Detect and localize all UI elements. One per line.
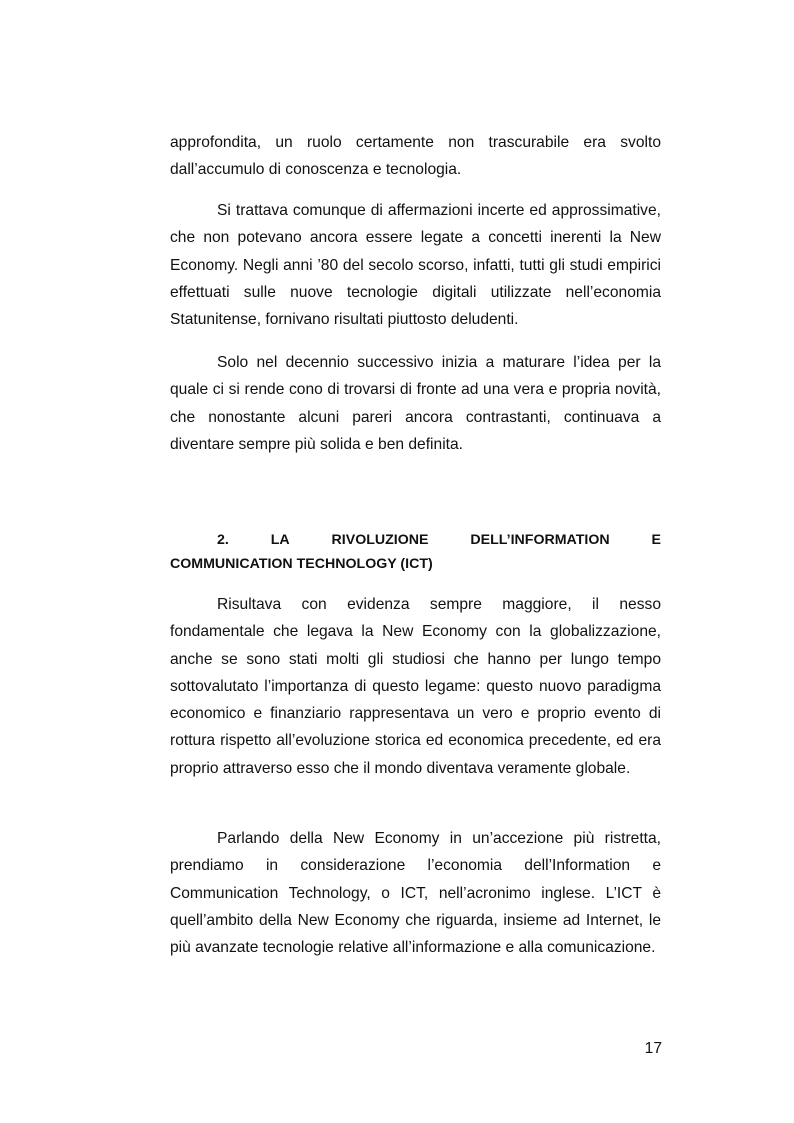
page-number: 17 [644, 1040, 662, 1057]
section-heading-line-2: COMMUNICATION TECHNOLOGY (ICT) [170, 556, 433, 572]
paragraph: Si trattava comunque di affermazioni incerte ed approssimative, che non potevano ancora essere legate a concetti inerenti la New Economy. Negli anni ’80 del secolo scorso, infatti, tutti gli studi empirici effettuati sulle nuove tecnologie digitali utilizzate nell’economia Statunitense, fornivano risultati piuttosto deludenti. [170, 202, 661, 329]
section-heading [170, 528, 661, 576]
paragraph: Risultava con evidenza sempre maggiore, il nesso fondamentale che legava la New Economy con la globalizzazione, anche se sono stati molti gli studiosi che hanno per lungo tempo sottovalutato l’importanza di questo legame: questo nuovo paradigma economico e finanziario rappresentava un vero e proprio evento di rottura rispetto all’evoluzione storica ed economica precedente, ed era proprio attraverso esso che il mondo diventava veramente globale. [170, 596, 661, 777]
section-number: 2. [217, 532, 229, 548]
paragraph: Parlando della New Economy in un’accezione più ristretta, prendiamo in considerazione l’economia dell’Information e Communication Technology, o ICT, nell’acronimo inglese. L’ICT è quell’ambito della New Economy che riguarda, insieme ad Internet, le più avanzate tecnologie relative all’informazione e alla comunicazione. [170, 830, 661, 957]
section-heading-line-1 [170, 528, 661, 552]
section-heading-word: E [651, 532, 661, 548]
paragraph-continuation: approfondita, un ruolo certamente non trascurabile era svolto dall’accumulo di conoscenza e tecnologia. [170, 134, 661, 179]
paragraph: Solo nel decennio successivo inizia a maturare l’idea per la quale ci si rende cono di trovarsi di fronte ad una vera e propria novità, che nonostante alcuni pareri ancora contrastanti, continuava a diventare sempre più solida e ben definita. [170, 354, 661, 453]
section-heading-word: DELL’INFORMATION [470, 532, 610, 548]
section-heading-word: LA [270, 532, 290, 548]
section-heading-word: RIVOLUZIONE [331, 532, 429, 548]
